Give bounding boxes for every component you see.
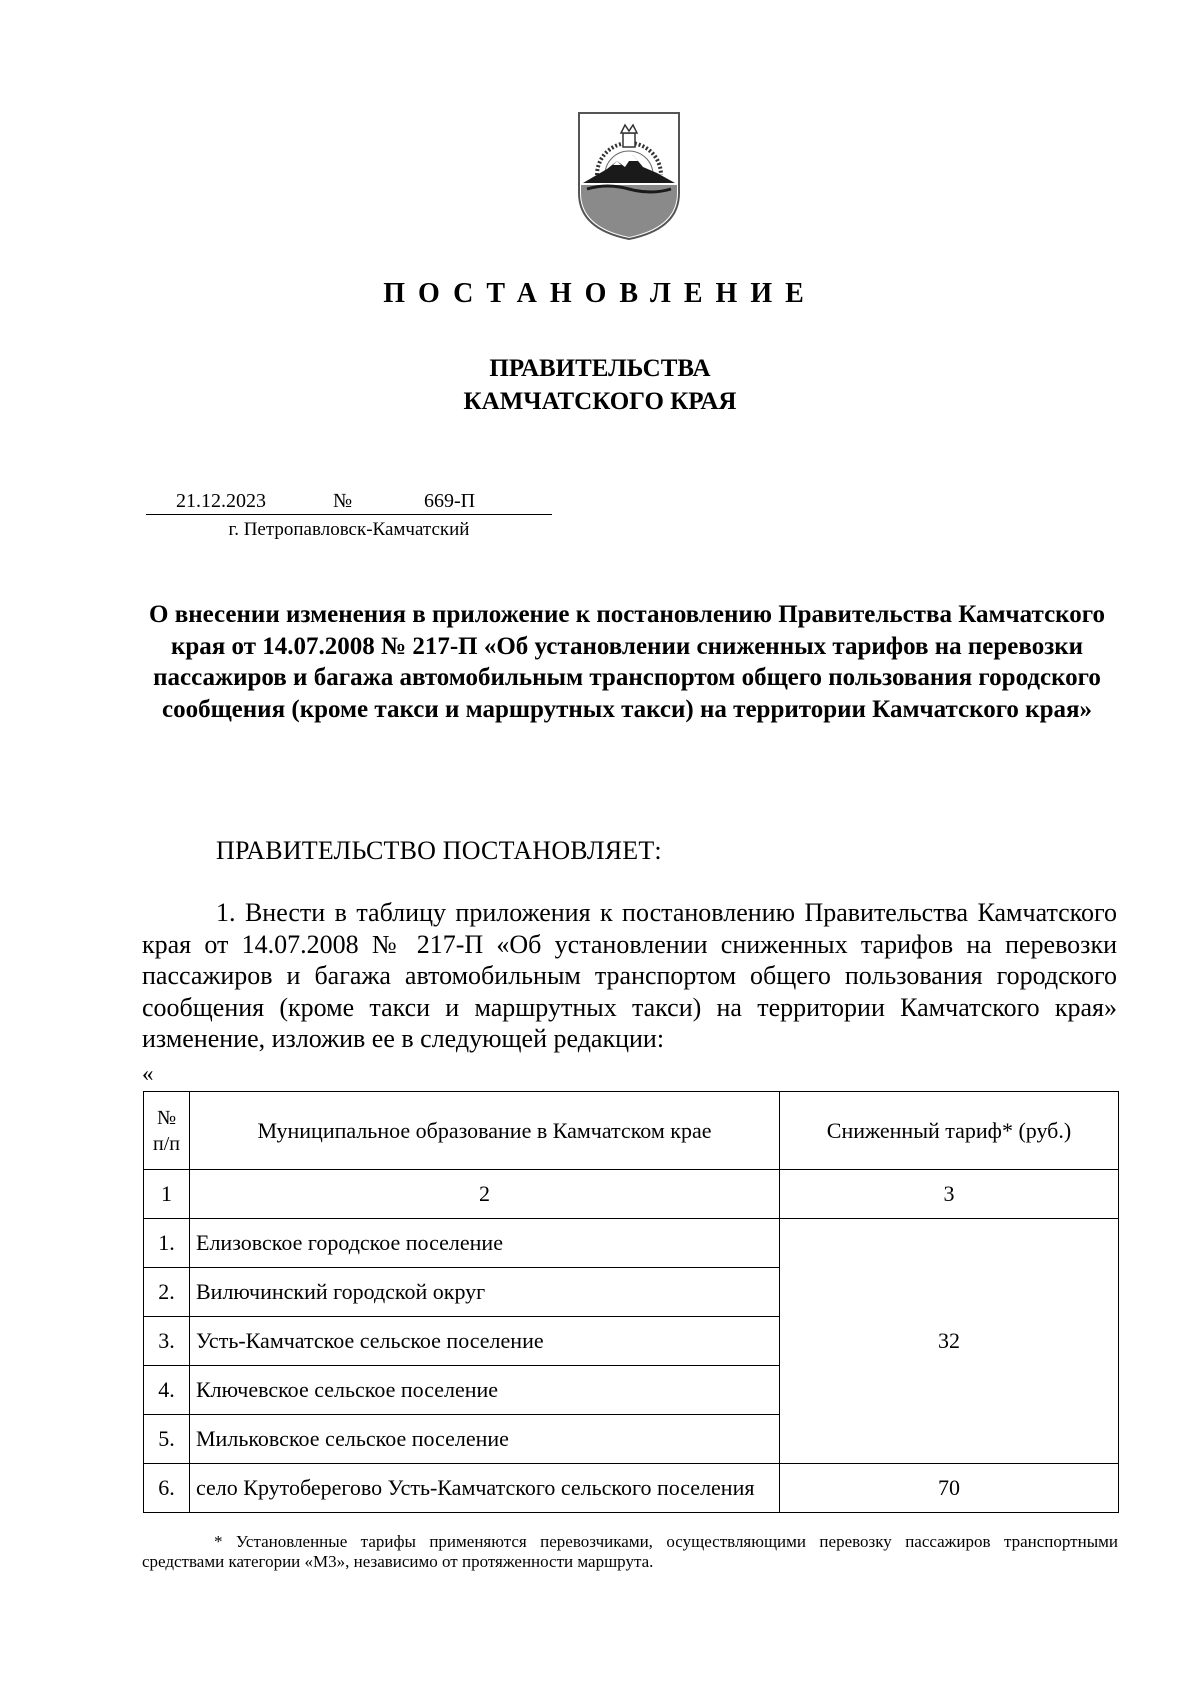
open-quote: «	[142, 1061, 154, 1086]
tariff-group-value: 32	[780, 1219, 1119, 1464]
issuing-authority	[0, 352, 1200, 418]
header-number: № п/п	[144, 1092, 190, 1170]
number-sign: №	[333, 490, 353, 512]
decree-statement: ПРАВИТЕЛЬСТВО ПОСТАНОВЛЯЕТ:	[216, 836, 662, 865]
table-row	[144, 1464, 1119, 1513]
document-date: 21.12.2023	[176, 490, 266, 512]
row-number: 6.	[144, 1464, 190, 1513]
row-municipality: Вилючинский городской округ	[190, 1268, 780, 1317]
header-municipality: Муниципальное образование в Камчатском крае	[190, 1092, 780, 1170]
date-number-line	[146, 490, 552, 515]
table-row	[144, 1219, 1119, 1268]
row-municipality: Усть-Камчатское сельское поселение	[190, 1317, 780, 1366]
paragraph-1: 1. Внести в таблицу приложения к постановлению Правительства Камчатского края от 14.07.2008 № 217-П «Об установлении сниженных тарифов на перевозки пассажиров и багажа автомобильным транспортом общего пользования городского сообщения (кроме такси и маршрутных такси) на территории Камчатского края» изменение, изложив ее в следующей редакции:	[142, 898, 1117, 1053]
row-number: 1.	[144, 1219, 190, 1268]
column-number: 2	[190, 1170, 780, 1219]
row-municipality: Ключевское сельское поселение	[190, 1366, 780, 1415]
document-title: ПОСТАНОВЛЕНИЕ	[383, 278, 817, 309]
row-municipality: Мильковское сельское поселение	[190, 1415, 780, 1464]
row-number: 5.	[144, 1415, 190, 1464]
column-number: 1	[144, 1170, 190, 1219]
document-subject: О внесении изменения в приложение к постановлению Правительства Камчатского края от 14.07.2008 № 217-П «Об установлении сниженных тарифов на перевозки пассажиров и багажа автомобильным транспортом общего пользования городского сообщения (кроме такси и маршрутных такси) на территории Камчатского края»	[149, 601, 1105, 723]
kamchatka-coat-of-arms	[577, 111, 681, 241]
row-municipality: село Крутоберегово Усть-Камчатского сельского поселения	[190, 1464, 780, 1513]
row-number: 2.	[144, 1268, 190, 1317]
document-city: г. Петропавловск-Камчатский	[228, 519, 470, 540]
row-number: 4.	[144, 1366, 190, 1415]
row-number: 3.	[144, 1317, 190, 1366]
document-number: 669-П	[424, 490, 476, 512]
column-numbers-row	[144, 1170, 1119, 1219]
tariff-table	[143, 1091, 1119, 1513]
footnote: * Установленные тарифы применяются перевозчиками, осуществляющими перевозку пассажиров транспортными средствами категории «М3», независимо от протяженности маршрута.	[142, 1532, 1118, 1571]
authority-line-1: ПРАВИТЕЛЬСТВА	[489, 355, 711, 382]
authority-line-2: КАМЧАТСКОГО КРАЯ	[463, 388, 737, 415]
column-number: 3	[780, 1170, 1119, 1219]
table-header-row	[144, 1092, 1119, 1170]
tariff-single-value: 70	[780, 1464, 1119, 1513]
row-municipality: Елизовское городское поселение	[190, 1219, 780, 1268]
header-tariff: Сниженный тариф* (руб.)	[780, 1092, 1119, 1170]
